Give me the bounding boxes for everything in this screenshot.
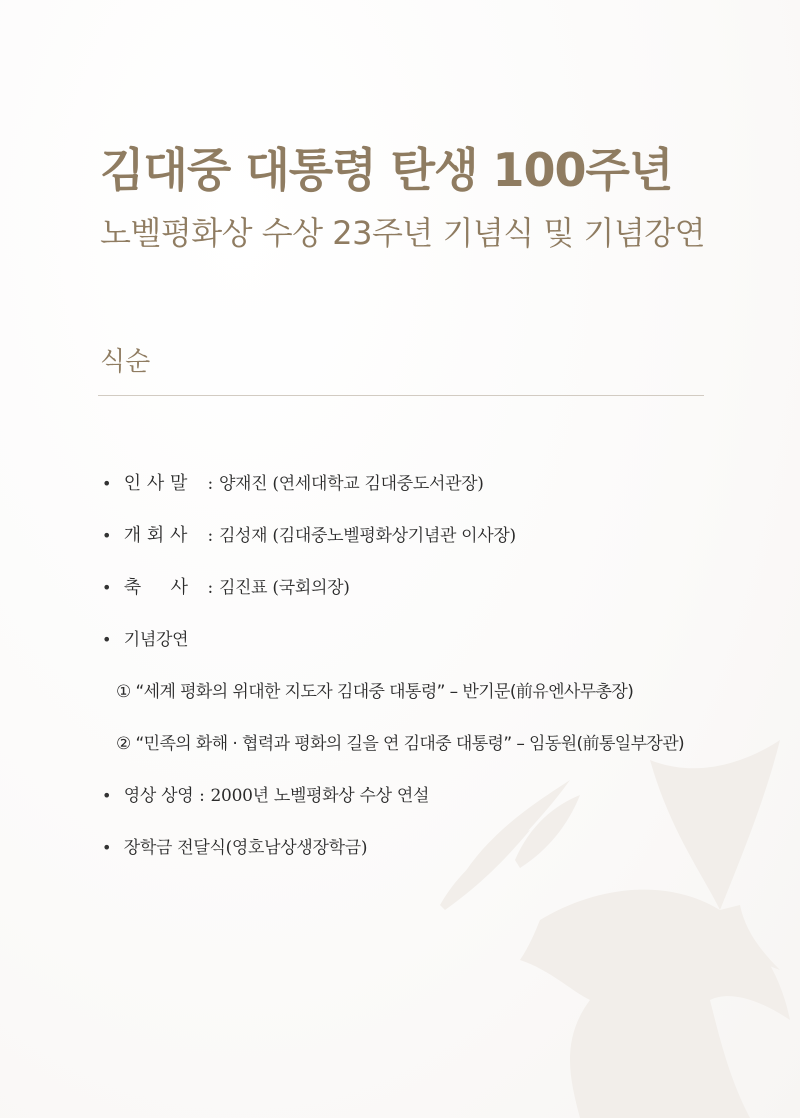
bullet-icon: • xyxy=(102,474,112,493)
item-role: 축 사 xyxy=(123,577,188,598)
lecture-text: “민족의 화해 · 협력과 평화의 길을 연 김대중 대통령” – 임동원(前통일부장관) xyxy=(135,734,685,754)
program-item-lecture xyxy=(102,622,722,674)
item-role: 개 회 사 xyxy=(123,525,188,546)
item-separator: : xyxy=(207,474,214,494)
item-role: 영상 상영 xyxy=(123,786,194,806)
item-value: 김성재 (김대중노벨평화상기념관 이사장) xyxy=(218,526,516,546)
section-divider xyxy=(98,395,704,396)
item-label: 기념강연 xyxy=(123,630,189,650)
item-value: 양재진 (연세대학교 김대중도서관장) xyxy=(218,474,484,494)
program-item-greeting xyxy=(102,466,722,518)
item-separator: : xyxy=(207,578,214,598)
bullet-icon: • xyxy=(102,838,112,857)
page-title: 김대중 대통령 탄생 100주년 xyxy=(100,143,673,197)
lecture-item-2 xyxy=(102,726,722,778)
lecture-number: ② xyxy=(116,734,131,754)
lecture-text: “세계 평화의 위대한 지도자 김대중 대통령” – 반기문(前유엔사무총장) xyxy=(135,682,634,702)
lecture-number: ① xyxy=(116,682,131,702)
program-item-congrats xyxy=(102,570,722,622)
program-item-opening xyxy=(102,518,722,570)
bullet-icon: • xyxy=(102,578,112,597)
item-separator: : xyxy=(207,526,214,546)
page-subtitle: 노벨평화상 수상 23주년 기념식 및 기념강연 xyxy=(100,214,706,252)
program-item-scholarship xyxy=(102,830,722,882)
item-label: 장학금 전달식(영호남상생장학금) xyxy=(123,838,368,858)
bullet-icon: • xyxy=(102,786,112,805)
item-separator: : xyxy=(199,786,205,806)
program-item-video xyxy=(102,778,722,830)
section-heading: 식순 xyxy=(100,347,151,377)
item-value: 2000년 노벨평화상 수상 연설 xyxy=(210,786,430,806)
bullet-icon: • xyxy=(102,630,112,649)
bullet-icon: • xyxy=(102,526,112,545)
item-role: 인 사 말 xyxy=(123,473,188,494)
item-value: 김진표 (국회의장) xyxy=(218,578,350,598)
program-list xyxy=(102,466,722,882)
lecture-item-1 xyxy=(102,674,722,726)
